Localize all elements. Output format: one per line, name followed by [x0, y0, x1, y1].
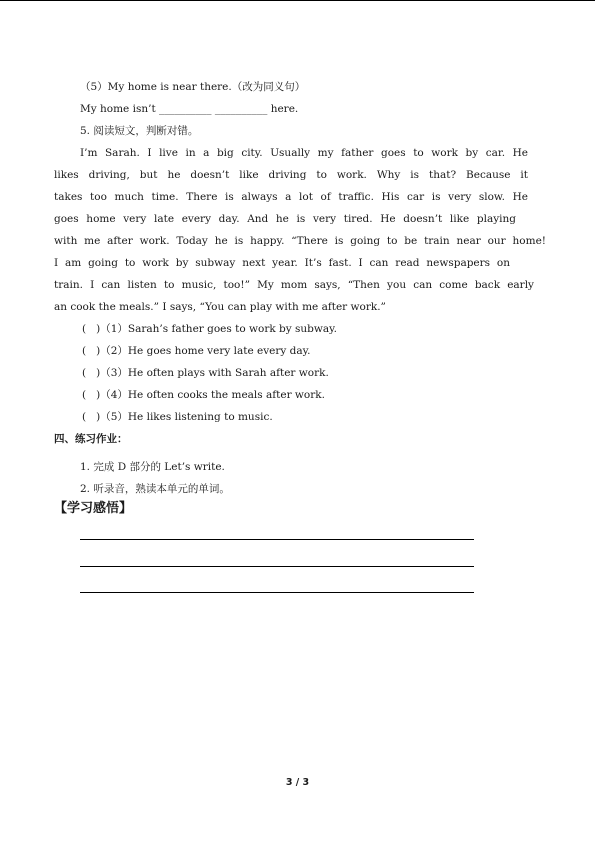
passage-line: takes too much time. There is always a lot of traffic. His car is very slow. He: [54, 191, 528, 203]
q5-answer-line: My home isn’t __________ __________ here.: [80, 103, 299, 115]
reflection-title: 【学习感悟】: [54, 501, 133, 516]
judge-item: ( )（4）He often cooks the meals after work.: [82, 389, 325, 401]
writing-line: [80, 539, 474, 540]
passage-line: I’m Sarah. I live in a big city. Usually my father goes to work by car. He: [80, 147, 528, 159]
writing-line: [80, 592, 474, 593]
homework-item: 2. 听录音，熟读本单元的单词。: [80, 483, 230, 495]
page-number: 3 / 3: [285, 777, 310, 788]
homework-item: 1. 完成 D 部分的 Let’s write.: [80, 461, 225, 473]
section4-title: 四、练习作业：: [54, 433, 128, 445]
section5-title: 5. 阅读短文，判断对错。: [80, 125, 199, 137]
passage-line: an cook the meals.” I says, “You can play with me after work.”: [54, 301, 386, 313]
judge-item: ( )（5）He likes listening to music.: [82, 411, 273, 423]
passage-line: goes home very late every day. And he is very tired. He doesn’t like playing: [54, 213, 516, 225]
top-border-line: [0, 0, 595, 1]
passage-line: with me after work. Today he is happy. “There is going to be train near our home!: [54, 235, 546, 247]
q5-prompt: （5）My home is near there.（改为同义句）: [80, 81, 306, 93]
judge-item: ( )（2）He goes home very late every day.: [82, 345, 311, 357]
passage-line: train. I can listen to music, too!” My mom says, “Then you can come back early: [54, 279, 534, 291]
judge-item: ( )（3）He often plays with Sarah after work.: [82, 367, 329, 379]
passage-line: I am going to work by subway next year. It’s fast. I can read newspapers on: [54, 257, 510, 269]
writing-line: [80, 566, 474, 567]
passage-line: likes driving, but he doesn’t like driving to work. Why is that? Because it: [54, 169, 528, 181]
judge-item: ( )（1）Sarah’s father goes to work by subway.: [82, 323, 338, 335]
